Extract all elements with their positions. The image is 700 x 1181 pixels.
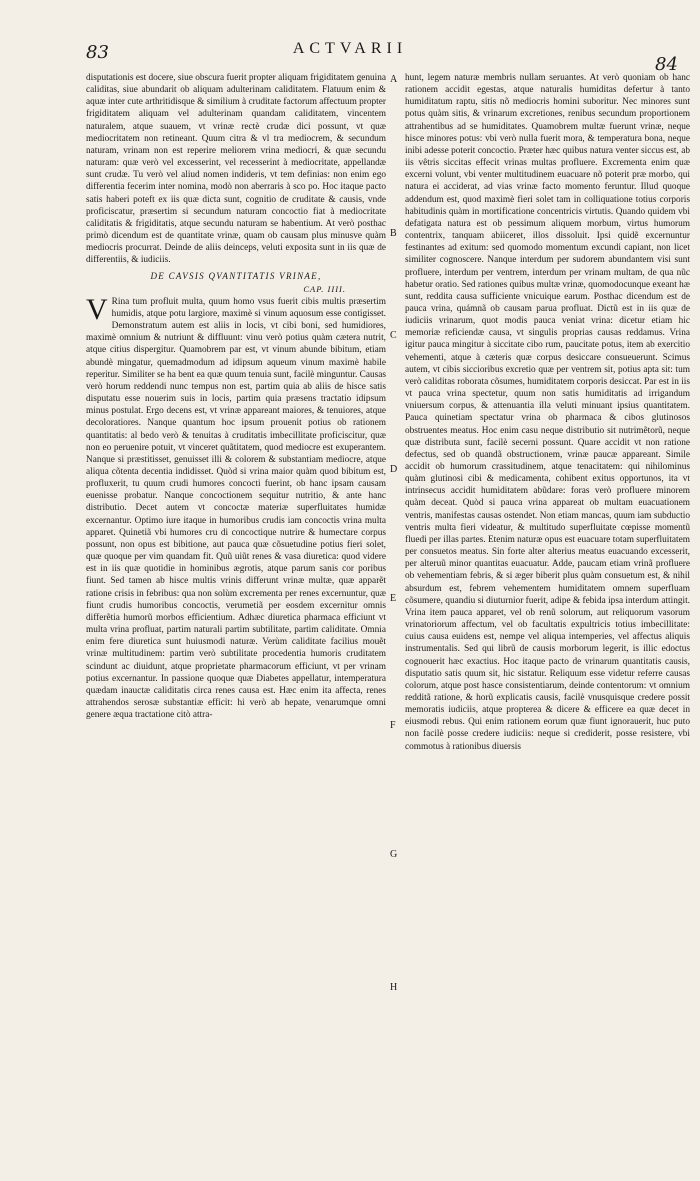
running-title: ACTVARII — [292, 40, 408, 57]
chapter-label: CAP. IIII. — [303, 283, 346, 294]
margin-letter-e: E — [390, 593, 397, 604]
margin-letter-h: H — [390, 982, 398, 993]
page-number-right: 84 — [655, 54, 678, 75]
left-paragraph-2-text: Rina tum profluit multa, quum homo vsus fuerit cibis multis præsertim humidis, atque potu largiore, maximè si vinum aquosum esse contigisset. Demonstratum autem est aliis in locis, vt cibi boni, sed humidiores, maximè omnium & nutriunt & diffluunt: vinu verò potius quàm cætera nutrit, atque citius dispergitur. Quamobrem par est, vt vinum abunde bibitum, etiam abundè mingatur, quemadmodum ad idipsum aqueum vinum maximè habile reperitur. Similiter se ha bent ea quæ quum tenuia sunt, facilè minguntur. Causas verò horum reddendi nunc tempus non est, partim quia ab aliis de hisce satis disputatu esse nouerim suis in locis, partim quia præsens tractatio idipsum minus postulat. Ergo decens est, vt vrinæ appareant maiores, & tenuiores, atque decoloratiores. Nanque quantum hoc ipsum prouenit potius ob rationem quantitatis: al bedo verò & tenuitas à cruditatis imbecillitate proficiscitur, quæ non eo peruenire potuit, vt vinceret quãtitatem, quod mediocre est exuperantem. Nanque si præstitisset, genuisset illi & colorem & substantiam mediocre, atque aliqua cõtenta decentia indidisset. Quòd si vrina maior quàm quod bibitum est, profluxerit, tu quum crudi humores concocti fuerint, ob hanc ipsam causam euenisse probatur. Nanque concoctionem sequitur nutritio, & ante hanc distributio. Decet autem vt concoctæ materiæ superfluitates humidæ excernantur. Optimo iure itaque in humoribus crudis iam concoctis vrina multa apparet. Quinetiã vbi humores cru di concoctique nutrire & humectare corpus possunt, non opus est bibitione, aut pauca quæ cõsuetudine potius fieri solet, quæ quoque per vim quandam fit. Quũ uiũt renes & vasa diuretica: quod videre est in iis quæ quotidie in hominibus ægrotis, atque parum sanis cor poribus fiunt. Sed tamen ab hisce multis vrinis differunt vrinæ multæ, quæ apparẽt ratione crisis in febribus: qua non solùm excrementa per renes excernuntur, quæ fiunt crudis humoribus concoctis, verumetiã per eosdem excernitur omnis differẽtia humorũ morbos efficientium. Adhæc diuretica pharmaca efficiunt vt multa vrina profluat, partim naturali partim subtilitate, partim caliditate. Omnia enim fere diuretica sunt huiusmodi naturæ. Verùm caliditate facilius mouẽt vrinæ multitudinem: partim verò subtilitate procedentia humoris cruditatem scindunt ac diuidunt, atque proprietate pharmacorum efficiunt, vt per vrinam potius excernantur. In passione quoque quæ Diabetes appellatur, intemperatura quædam inauctæ caliditatis circa renes causa est. Hæc enim ita affecta, renes attrahendos serosæ substantiæ efficit: hi verò ab hepate, venarumque omni genere æqua tractatione citò attra- — [86, 296, 386, 721]
left-paragraph-2 — [86, 292, 386, 721]
page-header — [0, 38, 700, 75]
page-number-left: 83 — [86, 42, 109, 63]
right-paragraph-1: hunt, legem naturæ membris nullam seruantes. At verò quoniam ob hanc rationem accidit egestas, atque naturalis humiditas defertur à tanto humiditatum raptu, sitis nõ mediocris homini suboritur. Nec minores sunt potus quàm sitis, & vrinarum excretiones, renibus secundum proportionem attrahentibus ad se humiditates. Quamobrem multæ fuerunt vrinæ, neque hisce minores potus: vbi verò nulla fuerit mora, & temperatura bona, neque inibi adesse poterit concoctio. Præter hæc quibus natura venter siccus est, ab iis vêtris siccitas effecit vrinas multas profluere. Excrementa enim quæ excerni volunt, vbi venter multitudinem euacuare nõ poterit præ morbo, qui natura ei acciderat, ad vias vrinæ facto momento feruntur. Illud quoque addendum est, quod maximè fieri solet tam in colliquatione totius corporis habitudinis quàm in mortificatione concentricis virtutis. Quando quidem vbi defatigata natura est ob pessimum aliquem morbum, virtus humorum contentrix, tanquam abiiceret, illos dissoluit. Ipsi quidẽ excernuntur festinantes ad exitum: sed quomodo momentum excundi capiant, non licet similiter cognoscere. Nanque interdum per sudorem abundantem visi sunt profluere, interdum per ventrem, interdum per vrinam multam, de qua nũc habetur oratio. Sed rationes quibus multæ vrinæ, quomodocunque exeant hæ sunt, reddita causa sufficiente vnicuique earum. Posthac dicendum est de pauca vrina, quámnã ob causam parua profluat. Dictũ est in iis quæ de iudiciis vrinarum, quot modis pauca veniat vrina: dicetur etiam hic memoriæ reficiendæ causa, vt singulis proprias causas reddamus. Vrina igitur pauca mingitur à siccitate cibo rum, paucitate potus, item ab exercitio vehementi, atque à cæteris quæ corpus desiccare consueuerunt. Scimus autem, vt cibis siccioribus excretio quæ per ventrem sit, potius apta sit: tum verò caliditas roborata cõsumes, humiditatem corporis desiccat. Par est in iis vt pauca vrina spectetur, quum non satis humiditatis ad irrigandum vniuersum corpus, & attenuantia illa veluti minuant ipsius quantitatem. Pauca quinetiam spectatur vrina ob pharmaca & cibos glutinosos obstruentes meatus. Hoc enim casu neque distributio sit nutrimẽtorũ, neque quæ distributa sunt, facilè secerni possunt. Quare accidit vt non ratione defectus, sed ob quandã obstructionem, vrinæ paucæ appareant. Simile accidit ob humorum crassitudinem, atque tenacitatem: qui nihilominus quàm glutinosi cibi & medicamenta, cohibent exitus opportunos, ita vt intrinsecus accidit humiditatem abũdare: foras verò profluere minorem quàm deceat. Quòd si pauca vrina appareat ob multam euacuationem ventris, manifestas causas ostendet. Non etiam mancas, quum iam subductio ventris multa fieri videatur, & multitudo superfluitate cœpisse momentũ fluedi per illas partes. Etenim naturæ opus est euacuare totam superfluitatem per consuetos meatus. Sin forte alter alterius meatus euacuando excesserit, per alteruũ minor quantitas euacuatur. Adde, paucam etiam vrinã profluere ob vehementiam febris, & si æger biberit plus quàm consuetum est, & nihil absurdum est, febrem vehementem humiditatem omnem superfluam cõsumere, quandiu si diuturnior fuerit, adipe & febida ipsa interdum attingit. Vrina item pauca apparet, vel ob renũ solorum, aut reliquorum vasorum vrinatoriorum affectum, vel ob facultatis expultricis totius imbecillitate: cuius causa euidens est, nempe vel aliqua intemperies, vel affectus aliquis instrumentalis. Sed qui librũ de causis morborum legerit, is illic edoctus cognouerit hæc exactius. Hoc itaque pacto de vrinarum quantitatis causis, disputatio satis quum sit, hic sistatur. Reliquum esse videtur referre causas colorum, atque post hasce consistentiarum, deinde contentorum: vt omnium redditã ratione, & horũ explicatis causis, facilè vnusquisque credere possit memoratis iudiciis, atque propterea & dicere & efficere ea quæ decet in eiusmodi rebus. Qui enim rationem eorum quæ fiunt ignorauerit, huc puto non facilè posse credere iudiciis: neque si crediderit, posse resistere, vbi commotus à rationibus diuersis — [405, 73, 690, 752]
margin-letter-c: C — [390, 330, 397, 341]
margin-letter-d: D — [390, 464, 398, 475]
right-column — [405, 72, 690, 1152]
drop-cap: V — [86, 292, 108, 326]
left-paragraph-1: disputationis est docere, siue obscura fuerit propter aliquam frigiditatem genuina caliditas, siue abundarit ob aliquam adulterinam caliditatem. Flatuum enim & aquæ inter cute arthritidisque & similium à cruditate factorum affectuum propter frigiditatem aliquam vel adulterinam quandam caliditatem, vincentem naturalem, atque suauem, vt vrinæ rectè crudæ dici possunt, vt quæ mediocritatem non retineant. Quum citra & vl tra mediocrem, & secundum naturam, vrinam non est reperire meliorem vrina mediocri, & quæ secundu naturam: quæ verò vel excesserint, vel recesserint à mediocritate, appellandæ sunt crudæ. Tu verò vel aliud nomen indideris, vt tem definias: non enim ego differentia fecerim inter nomina, modò non aberraris à sco po. Hoc itaque pacto satis haberi poteft ex iis quæ dicta sunt, cognitio de cruditate & causis, vnde proficiscatur, præsertim si secundum naturam concoctio fiat à mediocritate caliditatis & frigiditatis, atque secundu naturam se habentium. At verò posthac primò dicendum est de quantitate vrinæ, quam ob causam plus minusve quàm mediocris procurrat. Deinde de aliis deinceps, veluti exposita sunt in iis quæ de differentiis, & iudiciis. — [86, 73, 386, 266]
margin-letter-a: A — [390, 74, 398, 85]
left-column — [86, 72, 386, 1152]
margin-letter-g: G — [390, 849, 398, 860]
section-heading: DE CAVSIS QVANTITATIS VRINAE, — [150, 270, 322, 281]
margin-letter-f: F — [390, 720, 396, 731]
margin-letter-b: B — [390, 228, 397, 239]
